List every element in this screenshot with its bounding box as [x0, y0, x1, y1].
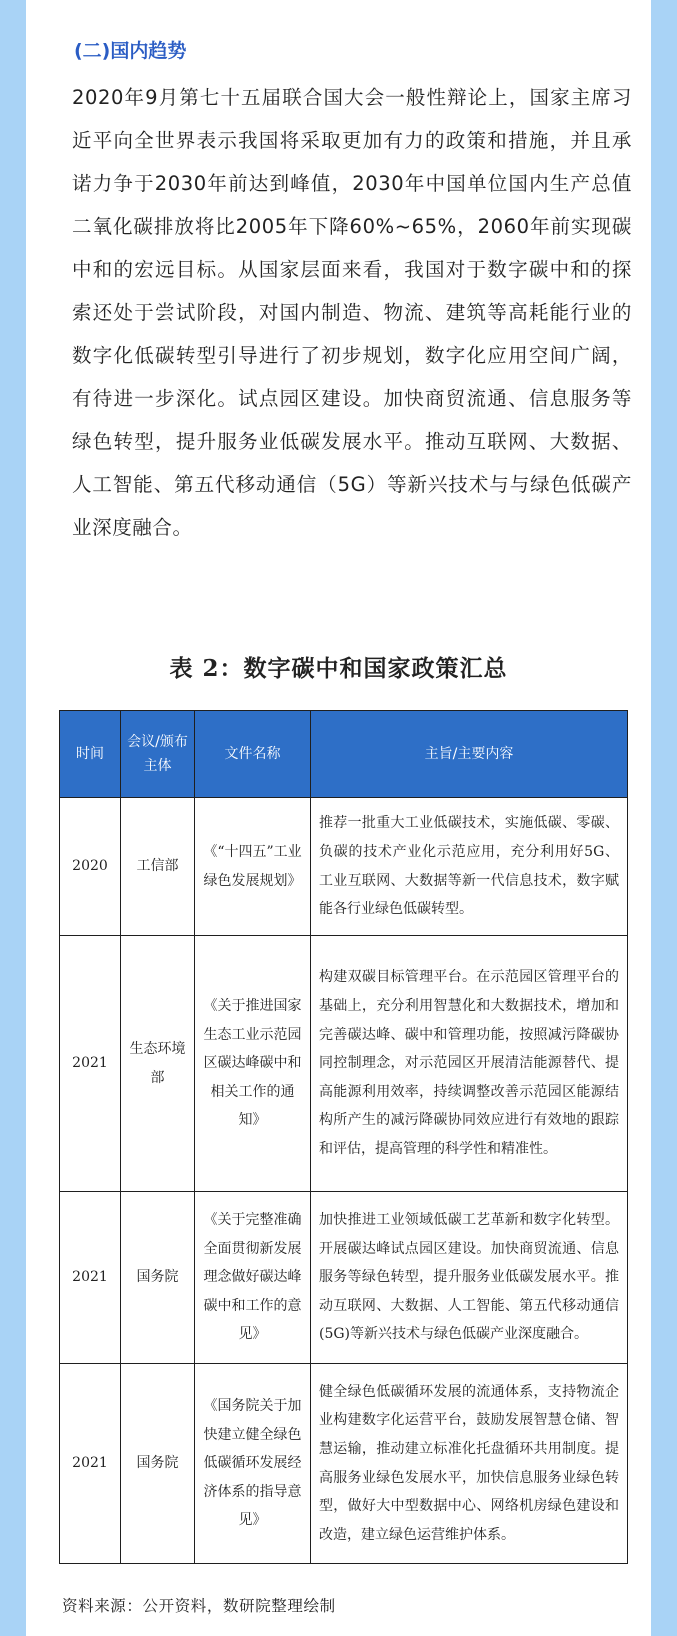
- cell-issuer: 生态环境部: [121, 936, 195, 1192]
- cell-year: 2020: [60, 798, 121, 936]
- cell-doc: 《关于推进国家生态工业示范园区碳达峰碳中和相关工作的通知》: [195, 936, 311, 1192]
- table-row: [60, 1364, 628, 1564]
- cell-issuer: 工信部: [121, 798, 195, 936]
- cell-year: 2021: [60, 936, 121, 1192]
- header-time: 时间: [60, 711, 121, 798]
- cell-doc: 《“十四五”工业绿色发展规划》: [195, 798, 311, 936]
- table-title: 表 2：数字碳中和国家政策汇总: [169, 655, 508, 682]
- body-paragraph: 2020年9月第七十五届联合国大会一般性辩论上，国家主席习近平向全世界表示我国将采取更加有力的政策和措施，并且承诺力争于2030年前达到峰值，2030年中国单位国内生产总值二氧化碳排放将比2005年下降60%~65%，2060年前实现碳中和的宏远目标。从国家层面来看，我国对于数字碳中和的探索还处于尝试阶段，对国内制造、物流、建筑等高耗能行业的数字化低碳转型引导进行了初步规划，数字化应用空间广阔，有待进一步深化。试点园区建设。加快商贸流通、信息服务等绿色转型，提升服务业低碳发展水平。推动互联网、大数据、人工智能、第五代移动通信（5G）等新兴技术与与绿色低碳产业深度融合。: [72, 86, 632, 539]
- section-heading: (二)国内趋势: [74, 40, 187, 62]
- cell-year: 2021: [60, 1364, 121, 1564]
- cell-issuer: 国务院: [121, 1192, 195, 1364]
- table-row: [60, 936, 628, 1192]
- right-decorative-bar: [651, 0, 677, 1636]
- cell-issuer: 国务院: [121, 1364, 195, 1564]
- source-note: 资料来源：公开资料，数研院整理绘制: [62, 1597, 336, 1615]
- cell-content: 构建双碳目标管理平台。在示范园区管理平台的基础上，充分利用智慧化和大数据技术，增加和完善碳达峰、碳中和管理功能，按照减污降碳协同控制理念，对示范园区开展清洁能源替代、提高能源利用效率，持续调整改善示范园区能源结构所产生的减污降碳协同效应进行有效地的跟踪和评估，提高管理的科学性和精准性。: [311, 936, 628, 1192]
- table-header-row: [60, 711, 628, 798]
- policy-table: [59, 710, 628, 1564]
- cell-doc: 《关于完整准确全面贯彻新发展理念做好碳达峰碳中和工作的意见》: [195, 1192, 311, 1364]
- left-decorative-bar: [0, 0, 26, 1636]
- cell-content: 加快推进工业领域低碳工艺革新和数字化转型。开展碳达峰试点园区建设。加快商贸流通、信息服务等绿色转型，提升服务业低碳发展水平。推动互联网、大数据、人工智能、第五代移动通信(5G)等新兴技术与绿色低碳产业深度融合。: [311, 1192, 628, 1364]
- cell-year: 2021: [60, 1192, 121, 1364]
- header-issuer: 会议/颁布主体: [121, 711, 195, 798]
- header-content: 主旨/主要内容: [311, 711, 628, 798]
- cell-doc: 《国务院关于加快建立健全绿色低碳循环发展经济体系的指导意见》: [195, 1364, 311, 1564]
- table-row: [60, 798, 628, 936]
- table-row: [60, 1192, 628, 1364]
- cell-content: 健全绿色低碳循环发展的流通体系，支持物流企业构建数字化运营平台，鼓励发展智慧仓储、智慧运输，推动建立标准化托盘循环共用制度。提高服务业绿色发展水平，加快信息服务业绿色转型，做好大中型数据中心、网络机房绿色建设和改造，建立绿色运营维护体系。: [311, 1364, 628, 1564]
- header-doc: 文件名称: [195, 711, 311, 798]
- cell-content: 推荐一批重大工业低碳技术，实施低碳、零碳、负碳的技术产业化示范应用，充分利用好5G、工业互联网、大数据等新一代信息技术，数字赋能各行业绿色低碳转型。: [311, 798, 628, 936]
